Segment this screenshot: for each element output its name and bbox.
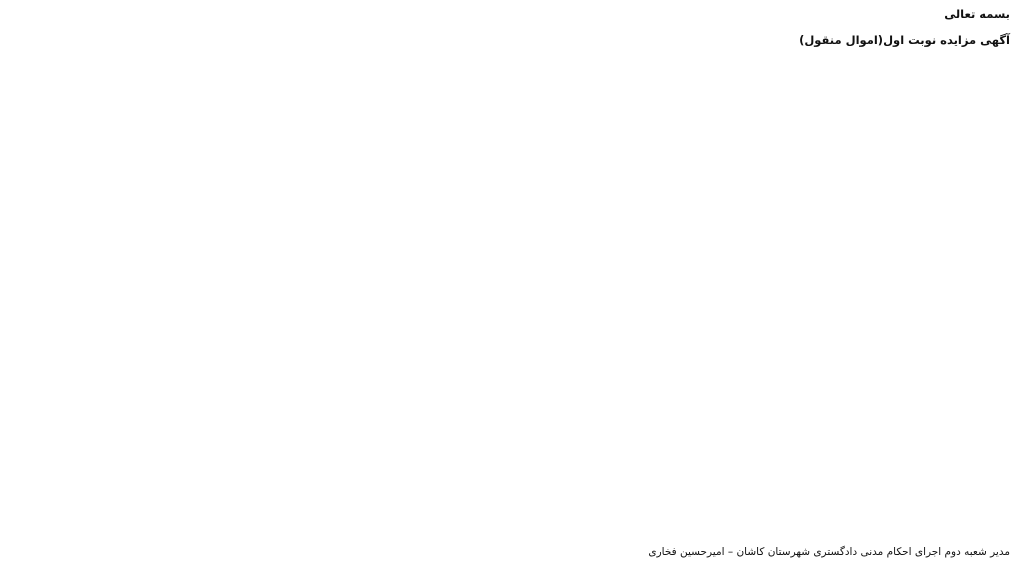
document-header: بسمه تعالی	[944, 7, 1010, 21]
document-body	[12, 58, 1012, 518]
document-signature: مدیر شعبه دوم اجرای احکام مدنی دادگستری شهرستان کاشان – امیرحسین فخاری	[648, 546, 1010, 558]
document-title: آگهی مزایده نوبت اول(اموال منقول)	[799, 33, 1010, 47]
